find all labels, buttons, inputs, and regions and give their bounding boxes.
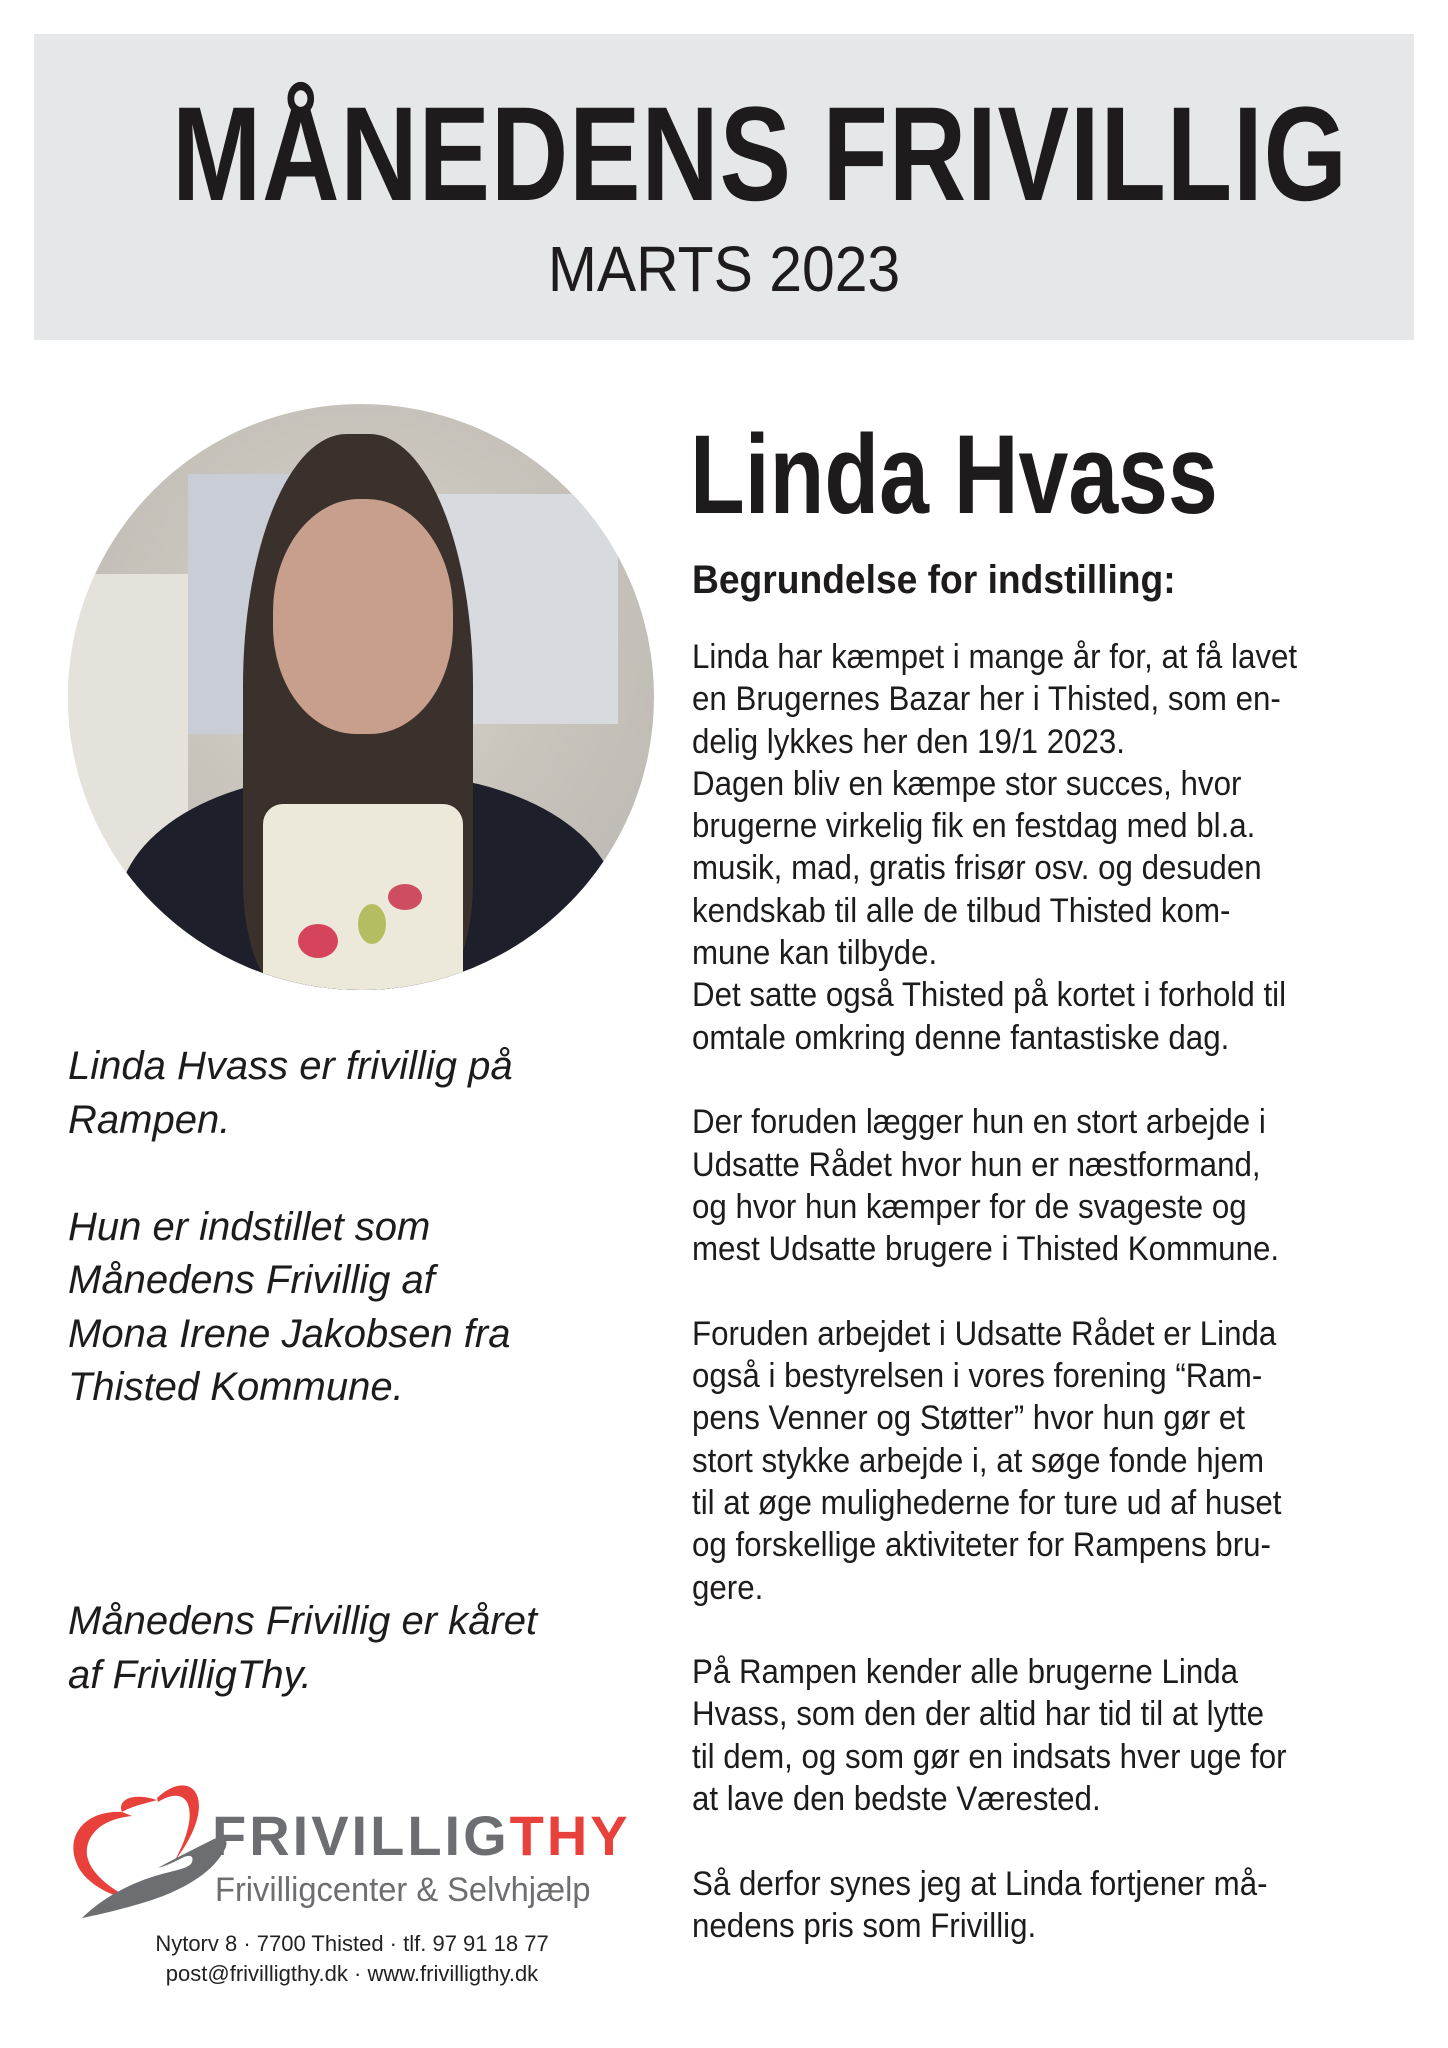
photo-shirt-pattern — [298, 924, 338, 958]
body-line: til at øge mulighederne for ture ud af huset — [692, 1483, 1282, 1522]
logo-tagline: Frivilligcenter & Selvhjælp — [215, 1871, 591, 1909]
body-line: og forskellige aktiviteter for Rampens bru- — [692, 1526, 1271, 1565]
photo-face — [273, 499, 453, 734]
body-line: Udsatte Rådet hvor hun er næstformand, — [692, 1145, 1261, 1184]
nomination-body — [692, 636, 1382, 1990]
sidebar-line: Linda Hvass er frivillig på — [68, 1044, 513, 1088]
sidebar-paragraph — [68, 1595, 537, 1702]
sidebar-line: af FrivilligThy. — [68, 1652, 312, 1697]
sidebar-text — [68, 1040, 658, 1697]
page-subtitle-month: MARTS 2023 — [547, 233, 901, 305]
body-line: en Brugernes Bazar her i Thisted, som en- — [692, 680, 1281, 719]
sidebar-paragraph — [68, 1040, 658, 1147]
body-line: til dem, og som gør en indsats hver uge for — [692, 1737, 1287, 1776]
frivilligthy-logo — [62, 1770, 642, 1920]
body-line: Dagen bliv en kæmpe stor succes, hvor — [692, 764, 1242, 803]
page-title: MÅNEDENS FRIVILLIG — [172, 80, 1348, 229]
body-line: Linda har kæmpet i mange år for, at få lavet — [692, 638, 1298, 676]
contact-address: Nytorv 8 · 7700 Thisted · tlf. 97 91 18 77 — [155, 1931, 549, 1956]
sidebar-line: Hun er indstillet som — [68, 1204, 431, 1249]
body-paragraph — [692, 1863, 1382, 1948]
sidebar-line: Rampen. — [68, 1097, 231, 1142]
body-line: at lave den bedste Værested. — [692, 1780, 1101, 1819]
body-line: Så derfor synes jeg at Linda fortjener må- — [692, 1864, 1268, 1903]
body-paragraph — [692, 1313, 1382, 1609]
body-line: delig lykkes her den 19/1 2023. — [692, 722, 1126, 761]
header-banner — [34, 34, 1414, 340]
body-line: mune kan tilbyde. — [692, 934, 938, 973]
sidebar-line: Thisted Kommune. — [68, 1365, 404, 1409]
body-line: pens Venner og Støtter” hvor hun gør et — [692, 1399, 1245, 1438]
body-paragraph — [692, 636, 1382, 1059]
volunteer-name: Linda Hvass — [690, 412, 1218, 537]
body-line: brugerne virkelig fik en festdag med bl.a. — [692, 807, 1256, 846]
nomination-heading: Begrundelse for indstilling: — [692, 558, 1176, 602]
body-line: kendskab til alle de tilbud Thisted kom- — [692, 891, 1231, 930]
sidebar-line: Mona Irene Jakobsen fra — [68, 1311, 511, 1356]
logo-wordmark — [212, 1806, 631, 1866]
body-line: stort stykke arbejde i, at søge fonde hjem — [692, 1441, 1265, 1480]
body-line: omtale omkring denne fantastiske dag. — [692, 1018, 1230, 1057]
body-line: På Rampen kender alle brugerne Linda — [692, 1653, 1239, 1692]
volunteer-portrait — [68, 404, 654, 990]
body-line: Hvass, som den der altid har tid til at lytte — [692, 1695, 1264, 1734]
body-line: mest Udsatte brugere i Thisted Kommune. — [692, 1230, 1280, 1269]
body-line: nedens pris som Frivillig. — [692, 1906, 1037, 1945]
body-paragraph — [692, 1651, 1382, 1820]
body-line: Der foruden lægger hun en stort arbejde i — [692, 1103, 1266, 1142]
logo-word-accent: THY — [509, 1804, 631, 1867]
body-line: og hvor hun kæmper for de svageste og — [692, 1187, 1247, 1226]
body-line: gere. — [692, 1568, 764, 1607]
sidebar-paragraph — [68, 1201, 658, 1415]
body-paragraph — [692, 1101, 1382, 1270]
body-line: Det satte også Thisted på kortet i forhold til — [692, 976, 1287, 1015]
body-line: musik, mad, gratis frisør osv. og desuden — [692, 849, 1262, 888]
body-line: også i bestyrelsen i vores forening “Ram- — [692, 1357, 1263, 1396]
photo-shirt-pattern — [388, 884, 422, 910]
logo-word-primary: FRIVILLIG — [212, 1804, 510, 1867]
body-line: Foruden arbejdet i Udsatte Rådet er Linda — [692, 1314, 1277, 1353]
contact-web: post@frivilligthy.dk · www.frivilligthy.dk — [165, 1961, 539, 1986]
sidebar-line: Månedens Frivillig af — [68, 1258, 435, 1302]
sidebar-line: Månedens Frivillig er kåret — [68, 1599, 538, 1643]
photo-shirt-pattern — [358, 904, 386, 944]
photo-shirt — [263, 804, 463, 990]
